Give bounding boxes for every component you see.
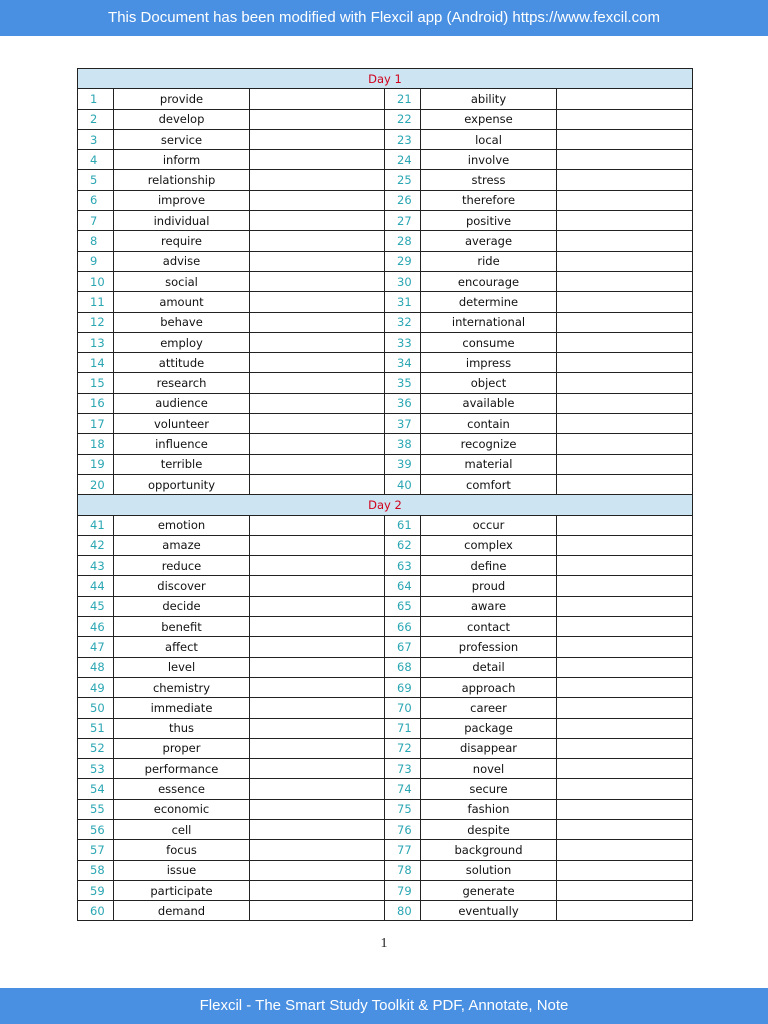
table-row [78, 271, 693, 291]
word-number: 11 [78, 292, 114, 312]
word-number: 56 [78, 819, 114, 839]
vocab-word: emotion [114, 515, 250, 535]
answer-cell[interactable] [250, 353, 385, 373]
vocab-word: amount [114, 292, 250, 312]
vocab-word: individual [114, 211, 250, 231]
word-number: 61 [385, 515, 421, 535]
word-number: 15 [78, 373, 114, 393]
word-number: 59 [78, 880, 114, 900]
word-number: 31 [385, 292, 421, 312]
word-number: 75 [385, 799, 421, 819]
answer-cell[interactable] [250, 312, 385, 332]
vocab-word: performance [114, 759, 250, 779]
answer-cell[interactable] [250, 860, 385, 880]
vocab-word: approach [421, 677, 557, 697]
word-number: 76 [385, 819, 421, 839]
vocab-word: comfort [421, 474, 557, 494]
word-number: 53 [78, 759, 114, 779]
word-number: 29 [385, 251, 421, 271]
table-row [78, 840, 693, 860]
vocab-word: issue [114, 860, 250, 880]
word-number: 41 [78, 515, 114, 535]
vocab-word: benefit [114, 617, 250, 637]
vocab-word: recognize [421, 434, 557, 454]
table-row [78, 718, 693, 738]
word-number: 39 [385, 454, 421, 474]
word-number: 58 [78, 860, 114, 880]
word-number: 65 [385, 596, 421, 616]
answer-cell[interactable] [250, 231, 385, 251]
vocab-word: reduce [114, 556, 250, 576]
vocab-word: background [421, 840, 557, 860]
vocab-word: advise [114, 251, 250, 271]
table-row [78, 312, 693, 332]
word-number: 6 [78, 190, 114, 210]
vocab-word: expense [421, 109, 557, 129]
vocab-word: discover [114, 576, 250, 596]
vocab-word: provide [114, 89, 250, 109]
vocabulary-table [77, 68, 693, 921]
vocab-word: require [114, 231, 250, 251]
answer-cell[interactable] [557, 617, 693, 637]
vocab-word: contain [421, 414, 557, 434]
table-row [78, 211, 693, 231]
answer-cell[interactable] [557, 819, 693, 839]
answer-cell[interactable] [557, 170, 693, 190]
vocab-word: immediate [114, 698, 250, 718]
answer-cell[interactable] [557, 799, 693, 819]
word-number: 57 [78, 840, 114, 860]
word-number: 64 [385, 576, 421, 596]
word-number: 20 [78, 474, 114, 494]
word-number: 67 [385, 637, 421, 657]
answer-cell[interactable] [557, 353, 693, 373]
table-row [78, 170, 693, 190]
answer-cell[interactable] [250, 515, 385, 535]
table-row [78, 657, 693, 677]
answer-cell[interactable] [250, 738, 385, 758]
answer-cell[interactable] [557, 677, 693, 697]
vocab-word: involve [421, 150, 557, 170]
answer-cell[interactable] [557, 373, 693, 393]
table-row [78, 89, 693, 109]
table-row [78, 799, 693, 819]
answer-cell[interactable] [250, 373, 385, 393]
answer-cell[interactable] [250, 840, 385, 860]
word-number: 62 [385, 535, 421, 555]
vocab-word: secure [421, 779, 557, 799]
answer-cell[interactable] [557, 434, 693, 454]
answer-cell[interactable] [557, 556, 693, 576]
word-number: 25 [385, 170, 421, 190]
table-row [78, 901, 693, 921]
word-number: 23 [385, 129, 421, 149]
vocab-word: decide [114, 596, 250, 616]
answer-cell[interactable] [557, 89, 693, 109]
vocab-word: focus [114, 840, 250, 860]
vocab-word: social [114, 271, 250, 291]
answer-cell[interactable] [557, 190, 693, 210]
table-row [78, 819, 693, 839]
word-number: 69 [385, 677, 421, 697]
vocab-word: level [114, 657, 250, 677]
answer-cell[interactable] [557, 515, 693, 535]
answer-cell[interactable] [250, 271, 385, 291]
table-row [78, 251, 693, 271]
vocab-word: demand [114, 901, 250, 921]
table-row [78, 414, 693, 434]
vocab-word: employ [114, 332, 250, 352]
table-row [78, 515, 693, 535]
word-number: 27 [385, 211, 421, 231]
answer-cell[interactable] [250, 657, 385, 677]
table-row [78, 576, 693, 596]
vocab-word: material [421, 454, 557, 474]
word-number: 68 [385, 657, 421, 677]
word-number: 54 [78, 779, 114, 799]
answer-cell[interactable] [557, 150, 693, 170]
answer-cell[interactable] [250, 556, 385, 576]
answer-cell[interactable] [250, 434, 385, 454]
answer-cell[interactable] [250, 617, 385, 637]
answer-cell[interactable] [250, 698, 385, 718]
answer-cell[interactable] [557, 211, 693, 231]
answer-cell[interactable] [250, 474, 385, 494]
word-number: 55 [78, 799, 114, 819]
table-row [78, 109, 693, 129]
answer-cell[interactable] [250, 454, 385, 474]
vocab-word: ability [421, 89, 557, 109]
answer-cell[interactable] [250, 901, 385, 921]
answer-cell[interactable] [250, 596, 385, 616]
answer-cell[interactable] [250, 292, 385, 312]
vocab-word: research [114, 373, 250, 393]
word-number: 74 [385, 779, 421, 799]
top-banner[interactable]: This Document has been modified with Flexcil app (Android) https://www.fexcil.com [0, 0, 768, 36]
word-number: 16 [78, 393, 114, 413]
word-number: 7 [78, 211, 114, 231]
vocab-word: generate [421, 880, 557, 900]
answer-cell[interactable] [557, 332, 693, 352]
word-number: 49 [78, 677, 114, 697]
vocab-word: career [421, 698, 557, 718]
answer-cell[interactable] [557, 474, 693, 494]
vocab-word: solution [421, 860, 557, 880]
answer-cell[interactable] [250, 251, 385, 271]
word-number: 5 [78, 170, 114, 190]
word-number: 71 [385, 718, 421, 738]
answer-cell[interactable] [250, 150, 385, 170]
word-number: 50 [78, 698, 114, 718]
vocab-word: thus [114, 718, 250, 738]
answer-cell[interactable] [557, 292, 693, 312]
answer-cell[interactable] [250, 637, 385, 657]
word-number: 48 [78, 657, 114, 677]
word-number: 72 [385, 738, 421, 758]
answer-cell[interactable] [557, 779, 693, 799]
table-row [78, 129, 693, 149]
table-row [78, 759, 693, 779]
word-number: 60 [78, 901, 114, 921]
table-row [78, 738, 693, 758]
word-number: 51 [78, 718, 114, 738]
word-number: 13 [78, 332, 114, 352]
answer-cell[interactable] [557, 535, 693, 555]
answer-cell[interactable] [250, 576, 385, 596]
table-row [78, 190, 693, 210]
word-number: 12 [78, 312, 114, 332]
vocab-word: amaze [114, 535, 250, 555]
answer-cell[interactable] [557, 698, 693, 718]
answer-cell[interactable] [250, 718, 385, 738]
answer-cell[interactable] [250, 170, 385, 190]
word-number: 22 [385, 109, 421, 129]
vocab-word: therefore [421, 190, 557, 210]
table-row [78, 556, 693, 576]
vocab-word: disappear [421, 738, 557, 758]
word-number: 18 [78, 434, 114, 454]
word-number: 77 [385, 840, 421, 860]
table-row [78, 677, 693, 697]
answer-cell[interactable] [250, 89, 385, 109]
vocab-word: relationship [114, 170, 250, 190]
vocab-word: cell [114, 819, 250, 839]
answer-cell[interactable] [557, 414, 693, 434]
word-number: 32 [385, 312, 421, 332]
answer-cell[interactable] [250, 880, 385, 900]
word-number: 80 [385, 901, 421, 921]
vocab-word: attitude [114, 353, 250, 373]
table-row [78, 535, 693, 555]
day-header-row [78, 495, 693, 515]
answer-cell[interactable] [557, 271, 693, 291]
vocab-word: international [421, 312, 557, 332]
answer-cell[interactable] [250, 129, 385, 149]
word-number: 78 [385, 860, 421, 880]
word-number: 42 [78, 535, 114, 555]
answer-cell[interactable] [250, 799, 385, 819]
word-number: 3 [78, 129, 114, 149]
vocab-word: novel [421, 759, 557, 779]
word-number: 38 [385, 434, 421, 454]
answer-cell[interactable] [250, 819, 385, 839]
word-number: 36 [385, 393, 421, 413]
answer-cell[interactable] [557, 454, 693, 474]
word-number: 30 [385, 271, 421, 291]
answer-cell[interactable] [557, 901, 693, 921]
answer-cell[interactable] [250, 211, 385, 231]
table-row [78, 454, 693, 474]
table-row [78, 880, 693, 900]
word-number: 26 [385, 190, 421, 210]
word-number: 8 [78, 231, 114, 251]
answer-cell[interactable] [250, 190, 385, 210]
word-number: 10 [78, 271, 114, 291]
vocab-word: define [421, 556, 557, 576]
answer-cell[interactable] [250, 779, 385, 799]
word-number: 79 [385, 880, 421, 900]
vocab-word: complex [421, 535, 557, 555]
answer-cell[interactable] [557, 393, 693, 413]
word-number: 33 [385, 332, 421, 352]
vocab-word: influence [114, 434, 250, 454]
answer-cell[interactable] [557, 231, 693, 251]
word-number: 4 [78, 150, 114, 170]
table-row [78, 617, 693, 637]
vocab-word: affect [114, 637, 250, 657]
answer-cell[interactable] [557, 596, 693, 616]
word-number: 40 [385, 474, 421, 494]
vocab-word: aware [421, 596, 557, 616]
word-number: 1 [78, 89, 114, 109]
word-number: 2 [78, 109, 114, 129]
table-row [78, 434, 693, 454]
answer-cell[interactable] [557, 109, 693, 129]
answer-cell[interactable] [250, 332, 385, 352]
vocab-word: proud [421, 576, 557, 596]
word-number: 63 [385, 556, 421, 576]
table-row [78, 637, 693, 657]
vocab-word: improve [114, 190, 250, 210]
answer-cell[interactable] [557, 718, 693, 738]
word-number: 35 [385, 373, 421, 393]
vocab-word: occur [421, 515, 557, 535]
vocab-word: opportunity [114, 474, 250, 494]
vocab-word: detail [421, 657, 557, 677]
word-number: 44 [78, 576, 114, 596]
word-number: 45 [78, 596, 114, 616]
answer-cell[interactable] [557, 251, 693, 271]
table-row [78, 292, 693, 312]
answer-cell[interactable] [557, 576, 693, 596]
table-row [78, 332, 693, 352]
vocab-word: terrible [114, 454, 250, 474]
word-number: 34 [385, 353, 421, 373]
table-row [78, 373, 693, 393]
answer-cell[interactable] [557, 738, 693, 758]
word-number: 70 [385, 698, 421, 718]
answer-cell[interactable] [250, 109, 385, 129]
answer-cell[interactable] [250, 414, 385, 434]
vocab-word: determine [421, 292, 557, 312]
bottom-banner[interactable]: Flexcil - The Smart Study Toolkit & PDF, Annotate, Note [0, 988, 768, 1024]
day-header: Day 2 [78, 495, 693, 515]
vocab-word: develop [114, 109, 250, 129]
vocab-word: despite [421, 819, 557, 839]
vocab-word: service [114, 129, 250, 149]
word-number: 14 [78, 353, 114, 373]
answer-cell[interactable] [557, 657, 693, 677]
vocab-word: volunteer [114, 414, 250, 434]
day-header-row [78, 69, 693, 89]
table-row [78, 231, 693, 251]
answer-cell[interactable] [250, 759, 385, 779]
word-number: 52 [78, 738, 114, 758]
vocab-word: stress [421, 170, 557, 190]
vocab-word: consume [421, 332, 557, 352]
word-number: 9 [78, 251, 114, 271]
answer-cell[interactable] [557, 637, 693, 657]
vocab-word: encourage [421, 271, 557, 291]
vocab-word: fashion [421, 799, 557, 819]
vocab-word: audience [114, 393, 250, 413]
vocab-word: package [421, 718, 557, 738]
table-row [78, 698, 693, 718]
table-row [78, 860, 693, 880]
vocab-word: positive [421, 211, 557, 231]
vocab-word: economic [114, 799, 250, 819]
vocab-word: inform [114, 150, 250, 170]
table-row [78, 393, 693, 413]
answer-cell[interactable] [250, 393, 385, 413]
vocab-word: essence [114, 779, 250, 799]
word-number: 47 [78, 637, 114, 657]
word-number: 43 [78, 556, 114, 576]
table-row [78, 474, 693, 494]
word-number: 19 [78, 454, 114, 474]
word-number: 21 [385, 89, 421, 109]
word-number: 37 [385, 414, 421, 434]
table-row [78, 779, 693, 799]
vocab-word: object [421, 373, 557, 393]
answer-cell[interactable] [557, 840, 693, 860]
answer-cell[interactable] [557, 129, 693, 149]
vocab-word: behave [114, 312, 250, 332]
answer-cell[interactable] [557, 759, 693, 779]
vocab-word: profession [421, 637, 557, 657]
vocab-word: contact [421, 617, 557, 637]
word-number: 28 [385, 231, 421, 251]
vocab-word: average [421, 231, 557, 251]
vocab-word: available [421, 393, 557, 413]
answer-cell[interactable] [557, 880, 693, 900]
word-number: 73 [385, 759, 421, 779]
word-number: 17 [78, 414, 114, 434]
vocab-word: chemistry [114, 677, 250, 697]
answer-cell[interactable] [557, 312, 693, 332]
table-row [78, 596, 693, 616]
vocab-word: eventually [421, 901, 557, 921]
word-number: 66 [385, 617, 421, 637]
vocab-word: ride [421, 251, 557, 271]
answer-cell[interactable] [250, 535, 385, 555]
vocab-word: local [421, 129, 557, 149]
table-row [78, 150, 693, 170]
page-number: 1 [380, 936, 388, 951]
answer-cell[interactable] [250, 677, 385, 697]
word-number: 46 [78, 617, 114, 637]
answer-cell[interactable] [557, 860, 693, 880]
vocab-word: participate [114, 880, 250, 900]
table-row [78, 353, 693, 373]
vocab-word: impress [421, 353, 557, 373]
vocab-word: proper [114, 738, 250, 758]
day-header: Day 1 [78, 69, 693, 89]
word-number: 24 [385, 150, 421, 170]
